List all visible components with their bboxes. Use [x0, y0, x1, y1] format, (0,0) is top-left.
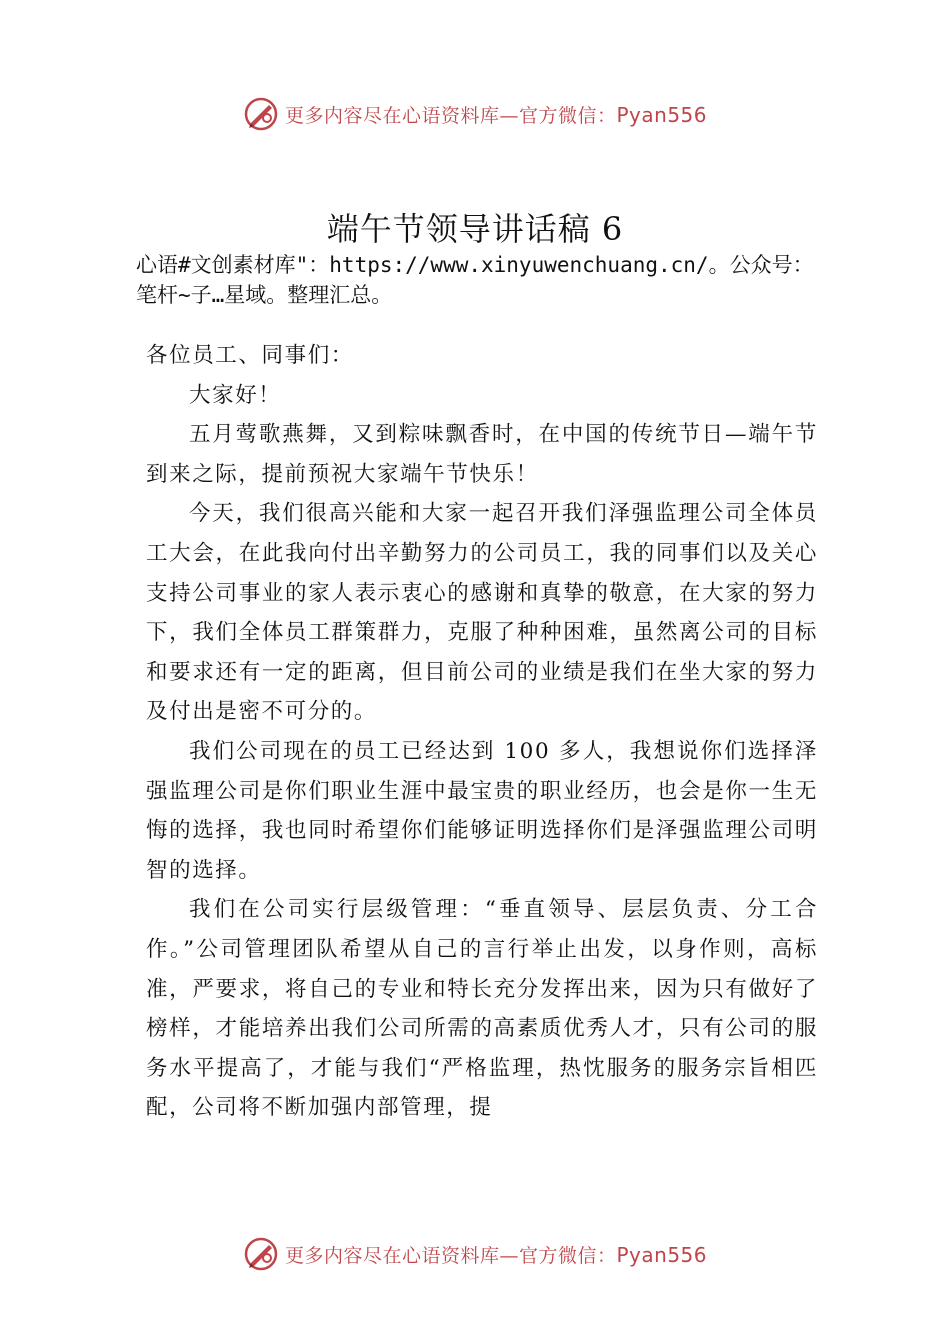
paragraph: 五月莺歌燕舞，又到粽味飘香时，在中国的传统节日—端午节到来之际，提前预祝大家端午节快乐！ [146, 422, 818, 487]
salutation: 各位员工、同事们： [146, 343, 354, 368]
watermark-footer [0, 1232, 950, 1276]
document-body [146, 336, 818, 1128]
watermark-header [0, 92, 950, 136]
paragraph: 今天，我们很高兴能和大家一起召开我们泽强监理公司全体员工大会，在此我向付出辛勤努力的公司员工，我的同事们以及关心支持公司事业的家人表示衷心的感谢和真挚的敬意，在大家的努力下，我们全体员工群策群力，克服了种种困难，虽然离公司的目标和要求还有一定的距离，但目前公司的业绩是我们在坐大家的努力及付出是密不可分的。 [146, 501, 818, 725]
watermark-text: 更多内容尽在心语资料库—官方微信：Pyan556 [284, 1242, 708, 1267]
watermark-text: 更多内容尽在心语资料库—官方微信：Pyan556 [284, 102, 708, 127]
paragraph: 我们公司现在的员工已经达到 100 多人，我想说你们选择泽强监理公司是你们职业生涯中最宝贵的职业经历，也会是你一生无悔的选择，我也同时希望你们能够证明选择你们是泽强监理公司明智的选择。 [146, 738, 818, 883]
wechat-id: Pyan556 [616, 102, 708, 127]
paragraph: 我们在公司实行层级管理：“垂直领导、层层负责、分工合作。”公司管理团队希望从自己的言行举止出发，以身作则，高标准，严要求，将自己的专业和特长充分发挥出来，因为只有做好了榜样，才能培养出我们公司所需的高素质优秀人才，只有公司的服务水平提高了，才能与我们“严格监理，热忱服务的服务宗旨相匹配，公司将不断加强内部管理，提 [146, 897, 818, 1121]
wechat-id: Pyan556 [616, 1242, 708, 1267]
pen-logo-icon [243, 1236, 279, 1272]
pen-logo-icon [243, 96, 279, 132]
paragraph: 大家好！ [189, 382, 282, 408]
source-note: 心语#文创素材库"：https://www.xinyuwenchuang.cn/。公众号：笔杆~子…星域。整理汇总。 [136, 253, 814, 307]
document-title: 端午节领导讲话稿 6 [326, 210, 624, 248]
